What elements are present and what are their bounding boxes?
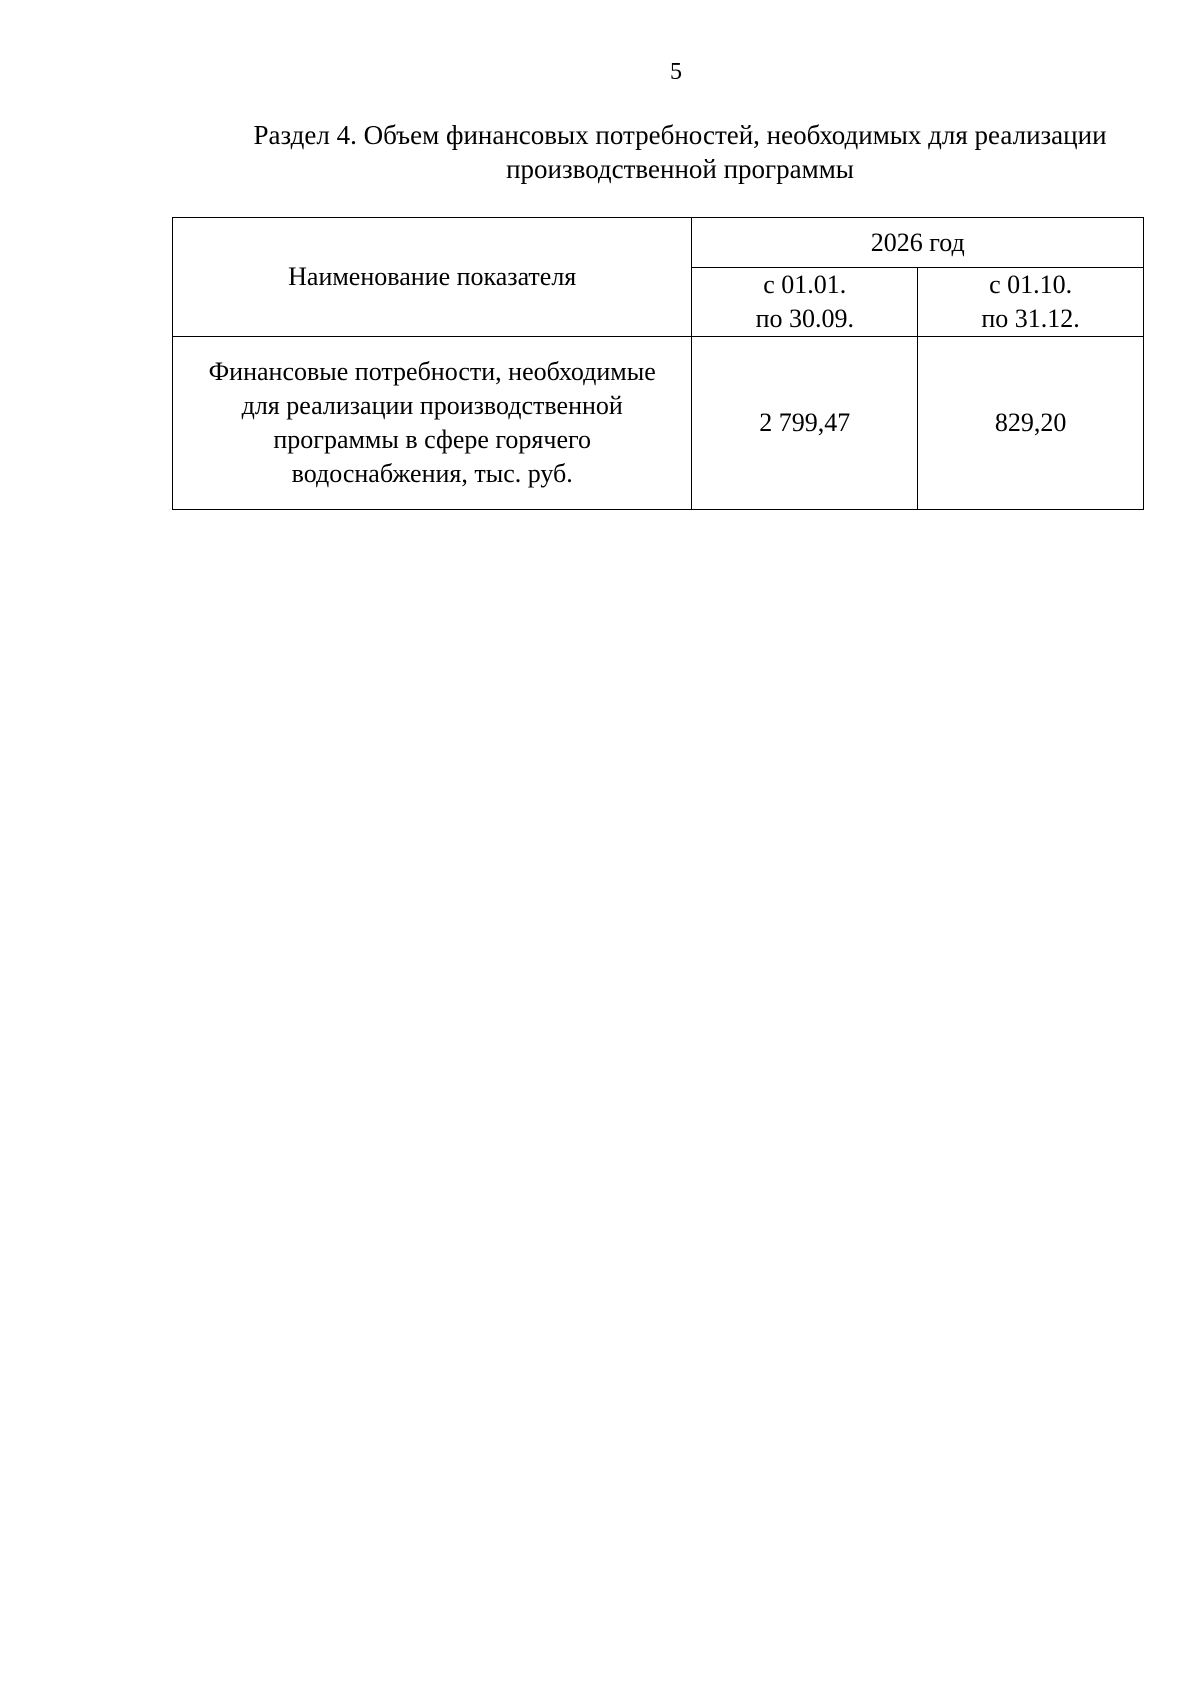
header-period-1 xyxy=(692,268,918,337)
indicator-line-3: программы в сфере горячего xyxy=(273,425,592,454)
indicator-line-1: Финансовые потребности, необходимые xyxy=(208,357,656,386)
period-1-start: с 01.01. xyxy=(763,270,847,299)
table-header-row xyxy=(173,218,1144,268)
section-title-line-2: производственной программы xyxy=(506,154,854,184)
section-title-line-1: Раздел 4. Объем финансовых потребностей, необходимых для реализации xyxy=(253,120,1107,150)
period-2-start: с 01.10. xyxy=(989,270,1073,299)
value-period-1: 2 799,47 xyxy=(692,337,918,510)
section-title xyxy=(170,118,1190,186)
indicator-line-4: водоснабжения, тыс. руб. xyxy=(291,459,573,488)
table-row xyxy=(173,337,1144,510)
header-year: 2026 год xyxy=(692,218,1144,268)
period-1-end: по 30.09. xyxy=(755,304,854,333)
indicator-cell xyxy=(173,337,692,510)
header-indicator-name: Наименование показателя xyxy=(173,218,692,337)
financial-needs-table xyxy=(172,217,1144,510)
period-2-end: по 31.12. xyxy=(981,304,1080,333)
page-number: 5 xyxy=(670,59,682,85)
value-period-2: 829,20 xyxy=(918,337,1144,510)
header-period-2 xyxy=(918,268,1144,337)
indicator-line-2: для реализации производственной xyxy=(241,391,623,420)
